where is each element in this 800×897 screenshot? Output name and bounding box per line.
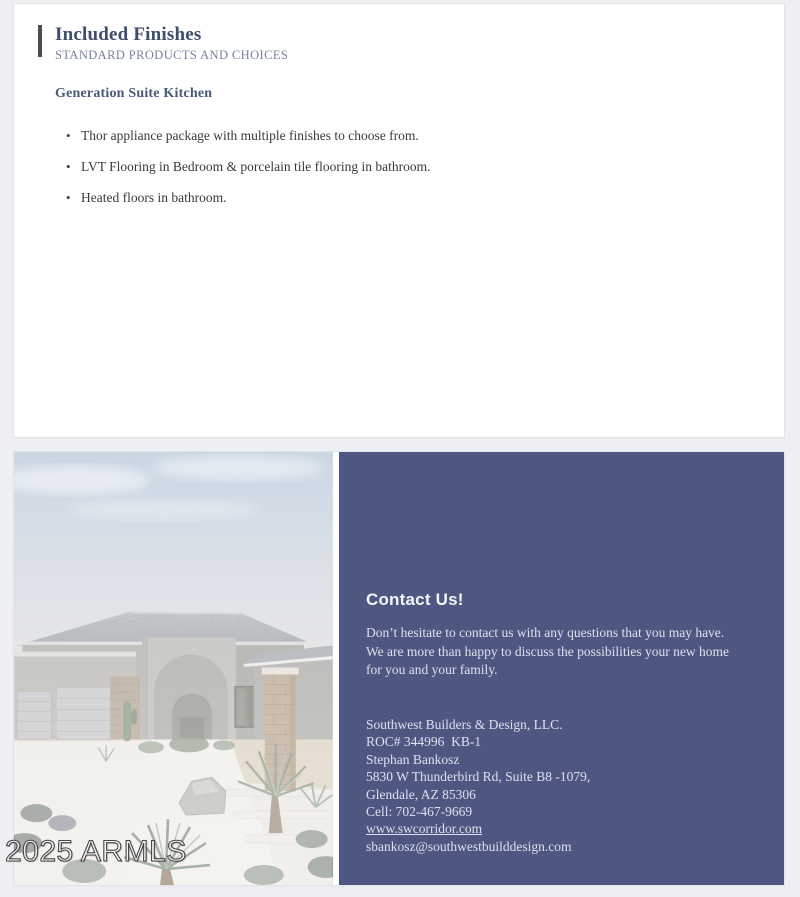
finish-bullet-item: • Heated floors in bathroom. [55,190,715,206]
contact-paragraph-line: Don’t hesitate to contact us with any questions that you may have. [366,625,725,640]
contact-paragraph [366,624,771,680]
page-title: Included Finishes [55,24,202,45]
contact-paragraph-line: for you and your family. [366,662,498,677]
contact-info-block [366,716,771,855]
house-rendering-image [14,452,333,885]
contact-paragraph-line: We are more than happy to discuss the possibilities your new home [366,643,729,659]
photo-wash-overlay [14,452,332,885]
armls-watermark: 2025 ARMLS [5,835,187,868]
contact-heading: Contact Us! [366,590,464,609]
company-name: Southwest Builders & Design, LLC. [366,717,563,732]
finishes-bullet-list [55,128,715,221]
section-heading: Generation Suite Kitchen [55,86,213,101]
contact-panel [339,452,784,885]
roc-number: ROC# 344996 KB-1 [366,734,482,750]
title-accent-bar [38,25,42,57]
brochure-page-finishes [14,4,784,437]
city-state-zip: Glendale, AZ 85306 [366,786,476,802]
finish-bullet-item: • LVT Flooring in Bedroom & porcelain tile flooring in bathroom. [55,159,715,175]
brochure-page-contact [5,452,784,885]
contact-person: Stephan Bankosz [366,751,460,767]
street-address: 5830 W Thunderbird Rd, Suite B8 -1079, [366,769,591,785]
website-link[interactable]: www.swcorridor.com [366,821,483,837]
email-link[interactable]: sbankosz@southwestbuilddesign.com [366,838,572,854]
finish-bullet-item: • Thor appliance package with multiple finishes to choose from. [55,128,715,144]
cell-phone: Cell: 702-467-9669 [366,804,473,820]
page-subtitle: STANDARD PRODUCTS AND CHOICES [55,48,289,62]
